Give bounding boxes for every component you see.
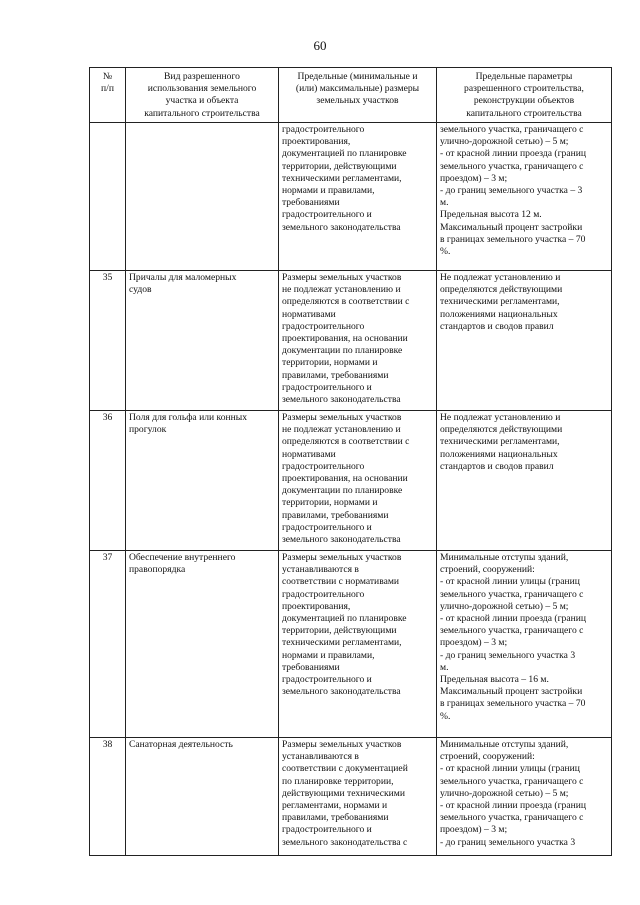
row-number: 38 xyxy=(90,738,126,856)
row-build-params: Не подлежат установлению и определяются действующими техническими регламентами, положениями национальных стандартов и сводов правил xyxy=(437,411,612,551)
header-build-params: Предельные параметры разрешенного строительства, реконструкции объектов капитального строительства xyxy=(437,68,612,123)
table-row xyxy=(90,123,612,271)
row-build-params: Минимальные отступы зданий, строений, сооружений: - от красной линии улицы (границ земельного участка, граничащего с улично-дорожной сетью) – 5 м; - от красной линии проезда (границ земельного участка, граничащего с проездом) – 3 м; - до границ земельного участка 3 xyxy=(437,738,612,856)
row-build-params: Не подлежат установлению и определяются действующими техническими регламентами, положениями национальных стандартов и сводов правил xyxy=(437,271,612,411)
page-number: 60 xyxy=(313,38,327,53)
header-use-type: Вид разрешенного использования земельного участка и объекта капитального строительства xyxy=(126,68,279,123)
row-number xyxy=(90,123,126,271)
table-row xyxy=(90,271,612,411)
row-use-type: Поля для гольфа или конных прогулок xyxy=(126,411,279,551)
table-row xyxy=(90,551,612,738)
row-plot-sizes: градостроительного проектирования, документацией по планировке территории, действующими техническими регламентами, нормами и правилами, требованиями градостроительного и земельного законодательства xyxy=(279,123,437,271)
row-plot-sizes: Размеры земельных участков устанавливаются в соответствии с документацией по планировке территории, действующими техническими регламентами, нормами и правилами, требованиями градостроительного и земельного законодательства с xyxy=(279,738,437,856)
row-plot-sizes: Размеры земельных участков не подлежат установлению и определяются в соответствии с нормативами градостроительного проектирования, на основании документации по планировке территории, нормами и правилами, требованиями градостроительного и земельного законодательства xyxy=(279,271,437,411)
row-build-params: Минимальные отступы зданий, строений, сооружений: - от красной линии улицы (границ земельного участка, граничащего с улично-дорожной сетью) – 5 м; - от красной линии проезда (границ земельного участка, граничащего с проездом) – 3 м; - до границ земельного участка 3 м. Предельная высота – 16 м. Максимальный процент застройки в границах земельного участка – 70 %. xyxy=(437,551,612,738)
row-use-type: Санаторная деятельность xyxy=(126,738,279,856)
table-row xyxy=(90,411,612,551)
row-build-params: земельного участка, граничащего с улично-дорожной сетью) – 5 м; - от красной линии проезда (границ земельного участка, граничащего с проездом) – 3 м; - до границ земельного участка – 3 м. Предельная высота 12 м. Максимальный процент застройки в границах земельного участка – 70 %. xyxy=(437,123,612,271)
zoning-table xyxy=(89,67,612,856)
row-plot-sizes: Размеры земельных участков не подлежат установлению и определяются в соответствии с нормативами градостроительного проектирования, на основании документации по планировке территории, нормами и правилами, требованиями градостроительного и земельного законодательства xyxy=(279,411,437,551)
table-row xyxy=(90,738,612,856)
row-number: 36 xyxy=(90,411,126,551)
row-use-type xyxy=(126,123,279,271)
header-plot-sizes: Предельные (минимальные и (или) максимальные) размеры земельных участков xyxy=(279,68,437,123)
table-header-row xyxy=(90,68,612,123)
header-number: № п/п xyxy=(90,68,126,123)
row-number: 35 xyxy=(90,271,126,411)
row-plot-sizes: Размеры земельных участков устанавливаются в соответствии с нормативами градостроительного проектирования, документацией по планировке территории, действующими техническими регламентами, нормами и правилами, требованиями градостроительного и земельного законодательства xyxy=(279,551,437,738)
row-use-type: Обеспечение внутреннего правопорядка xyxy=(126,551,279,738)
row-use-type: Причалы для маломерных судов xyxy=(126,271,279,411)
row-number: 37 xyxy=(90,551,126,738)
